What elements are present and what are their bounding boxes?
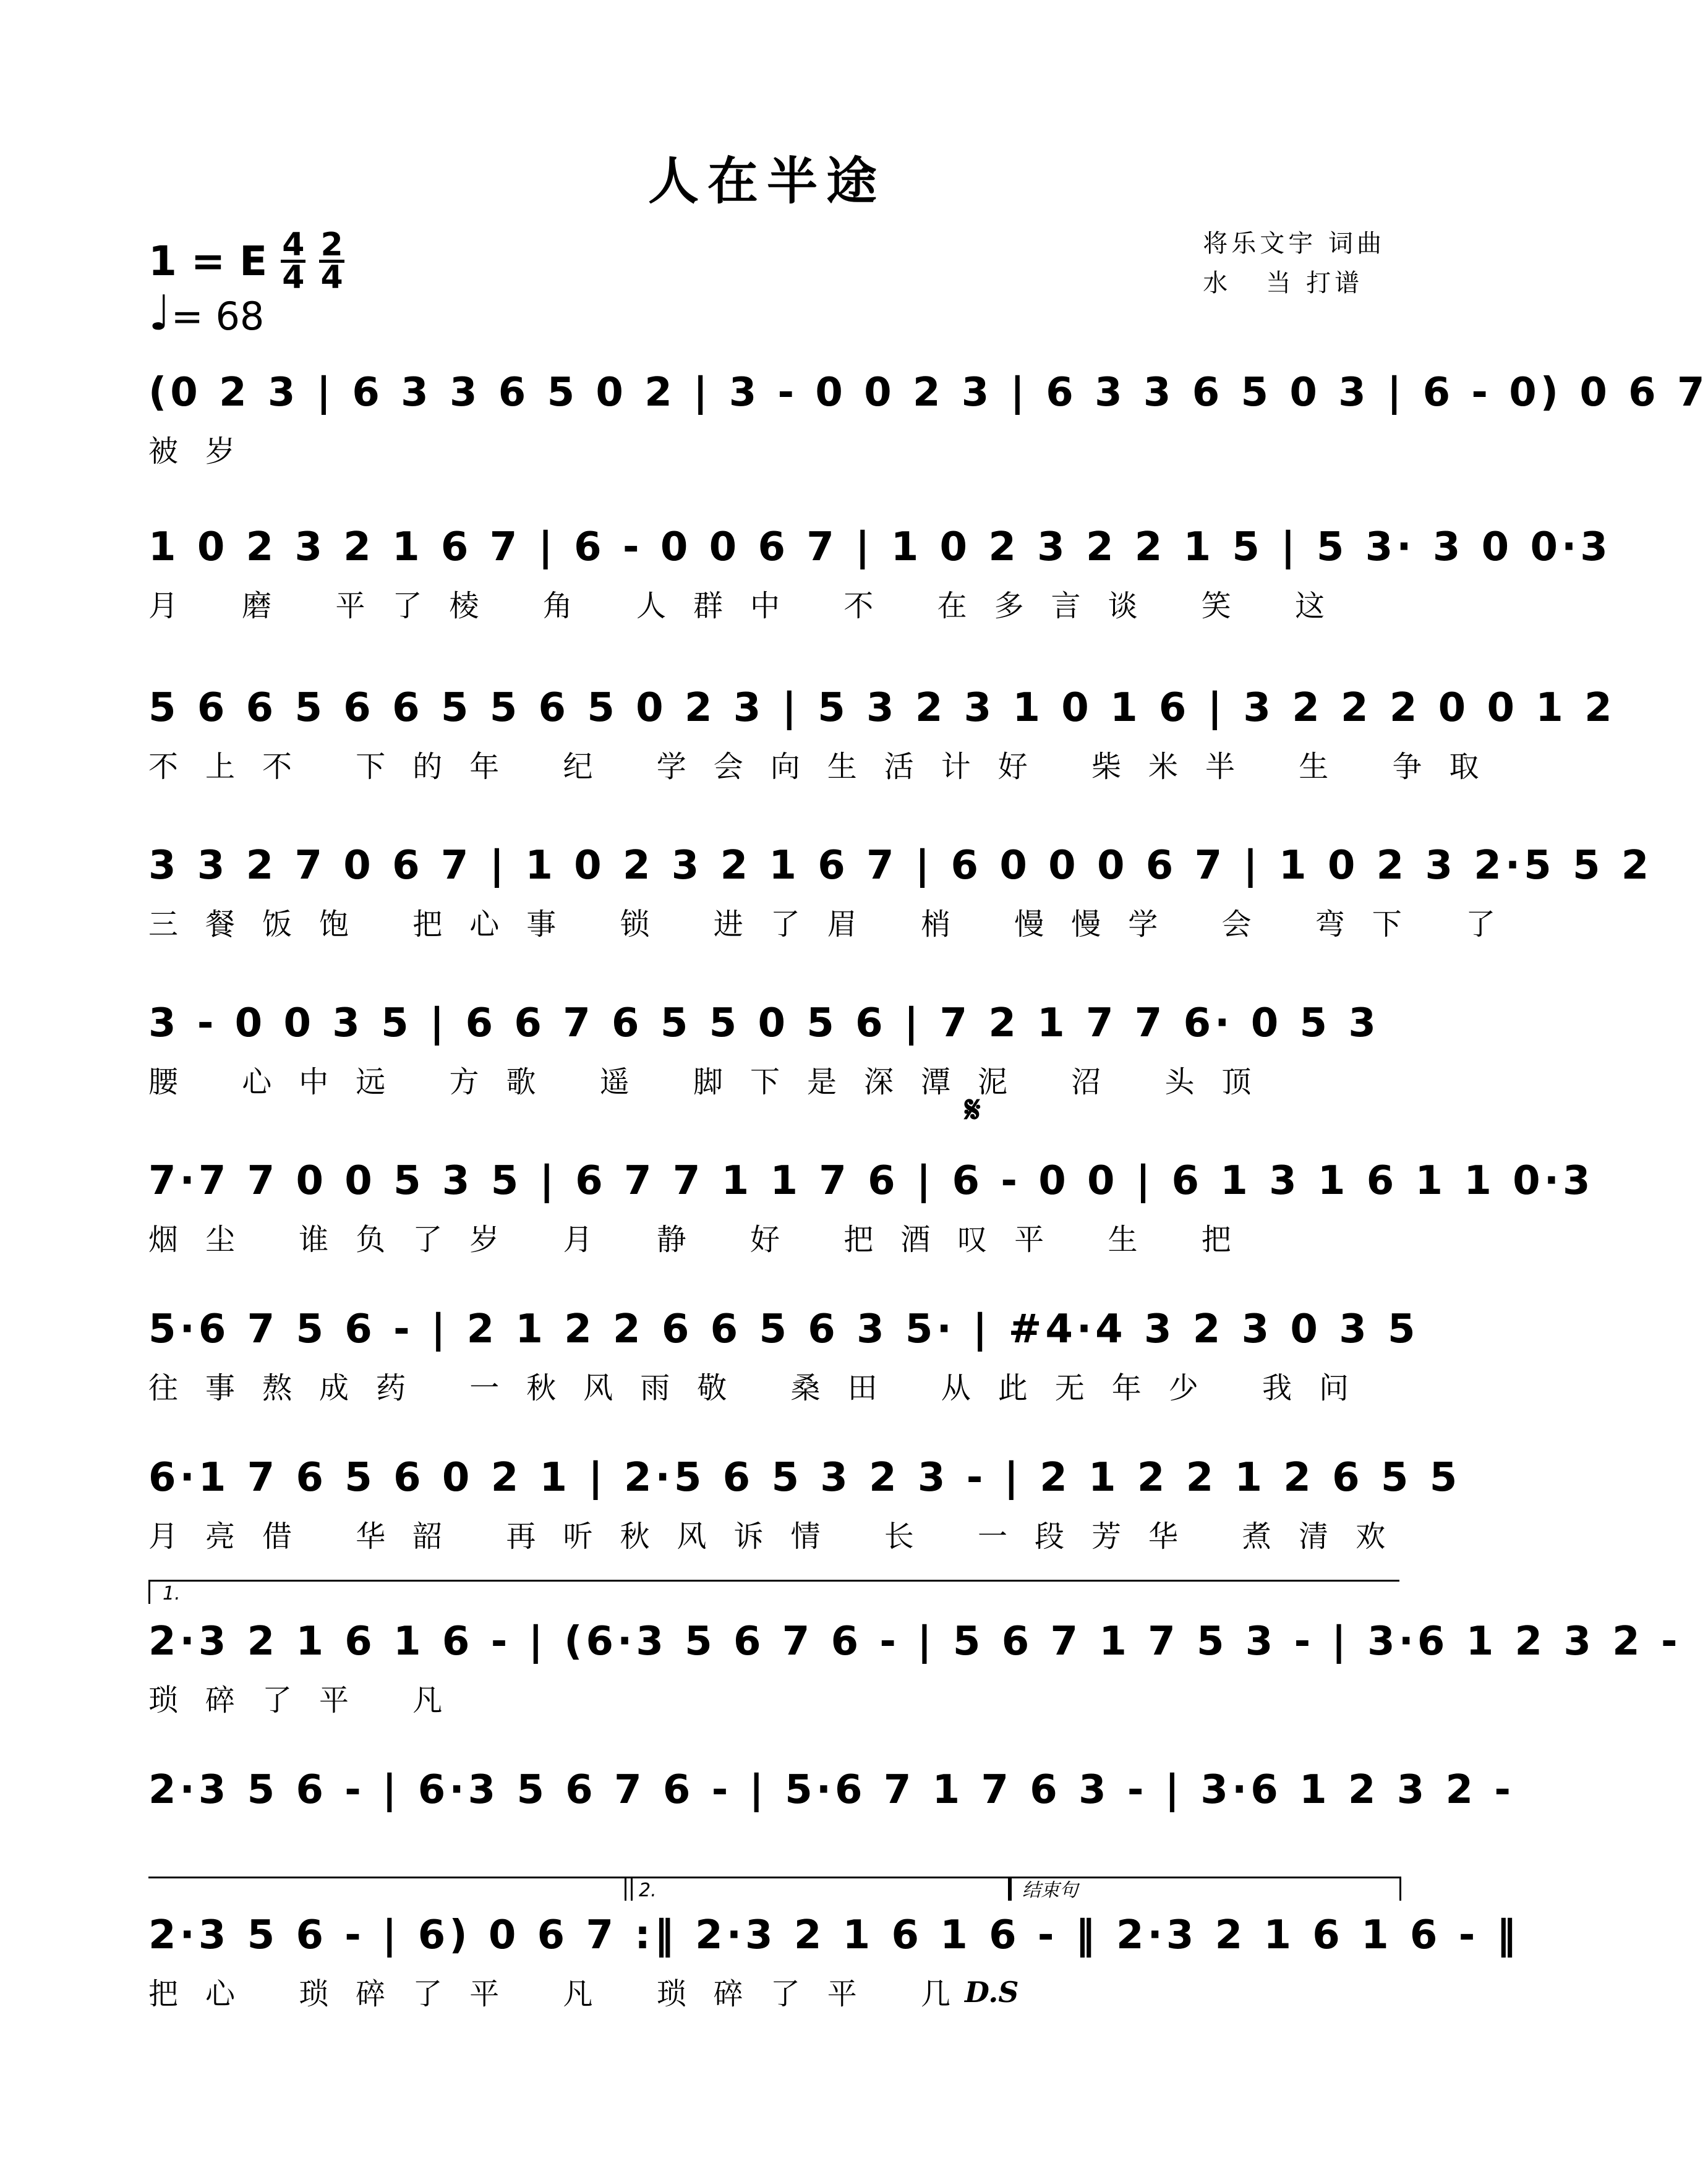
lyrics-line: 琐碎了平 凡: [148, 1683, 470, 1718]
system-3: [148, 674, 1616, 791]
notation-line: 2·3 2 1 6 1 6 - | (6·3 5 6 7 6 - | 5 6 7 1 7 5 3 - | 3·6 1 2 3 2 -: [148, 1619, 1681, 1664]
lyrics-line: 把心 琐碎了平 凡 琐碎了平 几: [148, 1977, 978, 2011]
lyrics-line: 月亮借 华韶 再听秋风诉情 长 一段芳华 煮清欢: [148, 1519, 1413, 1554]
notation-line: (0 2 3 | 6 3 3 6 5 0 2 | 3 - 0 0 2 3 | 6 3 3 6 5 0 3 | 6 - 0) 0 6 7: [148, 370, 1708, 415]
system-5: [148, 989, 1385, 1107]
ending-bracket: [1008, 1877, 1401, 1901]
notation-line: 2·3 5 6 - | 6·3 5 6 7 6 - | 5·6 7 1 7 6 3 - | 3·6 1 2 3 2 -: [148, 1767, 1514, 1813]
notation-line: 3 3 2 7 0 6 7 | 1 0 2 3 2 1 6 7 | 6 0 0 0 6 7 | 1 0 2 3 2·5 5 2: [148, 843, 1653, 888]
key-label: 1 = E: [148, 237, 268, 285]
tempo-marking: [148, 286, 344, 341]
quarter-note-icon: ♩: [148, 286, 171, 341]
system-1: [148, 359, 1708, 476]
system-10: [148, 1756, 1514, 1873]
lyrics-line: [148, 1824, 1385, 1873]
system-7: [148, 1295, 1419, 1413]
credits: [1203, 224, 1385, 303]
notation-line: 3 - 0 0 3 5 | 6 6 7 6 5 5 0 5 6 | 7 2 1 7 7 6· 0 5 3: [148, 1000, 1380, 1046]
dal-segno-mark: D.S: [965, 1975, 1019, 2009]
lyrics-line: 三餐饭饱 把心事 锁 进了眉 梢 慢慢学 会 弯下 了: [148, 907, 1523, 942]
volta-1-label: 1.: [163, 1583, 181, 1604]
volta-2-label: 2.: [639, 1880, 657, 1901]
key-tempo-block: [148, 226, 344, 341]
system-4: [148, 832, 1653, 949]
system-6: [148, 1147, 1594, 1264]
volta-1-continuation: [148, 1877, 633, 1901]
score-title: 人在半途: [647, 151, 886, 211]
volta-1-bracket: [148, 1580, 1399, 1604]
notation-line: 7·7 7 0 0 5 3 5 | 6 7 7 1 1 7 6 | 6 - 0 0 | 6 1 3 1 6 1 1 0·3: [148, 1158, 1594, 1204]
key-signature: [148, 226, 344, 296]
notation-line: 1 0 2 3 2 1 6 7 | 6 - 0 0 6 7 | 1 0 2 3 2 2 1 5 | 5 3· 3 0 0·3: [148, 524, 1612, 570]
volta-2-bracket: [625, 1877, 1012, 1901]
time-signature-1: $\frac{4}{4}$: [282, 226, 305, 296]
credit-transcriber: 水 当 打谱: [1203, 269, 1364, 297]
lyrics-line: 烟尘 谁负了岁 月 静 好 把酒叹平 生 把: [148, 1222, 1258, 1257]
notation-line: 6·1 7 6 5 6 0 2 1 | 2·5 6 5 3 2 3 - | 2 1 2 2 1 2 6 5 5: [148, 1455, 1461, 1501]
credit-lyrics-music: 将乐文宇 词曲: [1203, 229, 1385, 258]
tempo-value: = 68: [171, 294, 265, 339]
system-8: [148, 1444, 1461, 1561]
ending-label: 结束句: [1022, 1880, 1078, 1901]
system-9: [148, 1608, 1681, 1725]
lyrics-line: 往事熬成药 一秋风雨敬 桑田 从此无年少 我问: [148, 1371, 1377, 1405]
time-signature-2: $\frac{2}{4}$: [320, 226, 343, 296]
notation-line: 5 6 6 5 6 6 5 5 6 5 0 2 3 | 5 3 2 3 1 0 1 6 | 3 2 2 2 0 0 1 2: [148, 685, 1616, 731]
system-2: [148, 513, 1612, 631]
notation-line: 2·3 5 6 - | 6) 0 6 7 :‖ 2·3 2 1 6 1 6 - ‖ 2·3 2 1 6 1 6 - ‖: [148, 1912, 1520, 1958]
lyrics-line: 不上不 下的年 纪 学会向生活计好 柴米半 生 争取: [148, 749, 1506, 784]
lyrics-line: 腰 心中远 方歌 遥 脚下是深潭泥 沼 头顶: [148, 1065, 1279, 1099]
lyrics-line: 月 磨 平了棱 角 人群中 不 在多言谈 笑 这: [148, 589, 1352, 623]
segno-sign: 𝄋: [965, 1088, 981, 1131]
lyrics-line: 被岁: [148, 434, 263, 469]
system-11: [148, 1901, 1520, 2019]
notation-line: 5·6 7 5 6 - | 2 1 2 2 6 6 5 6 3 5· | #4·4 3 2 3 0 3 5: [148, 1306, 1419, 1352]
